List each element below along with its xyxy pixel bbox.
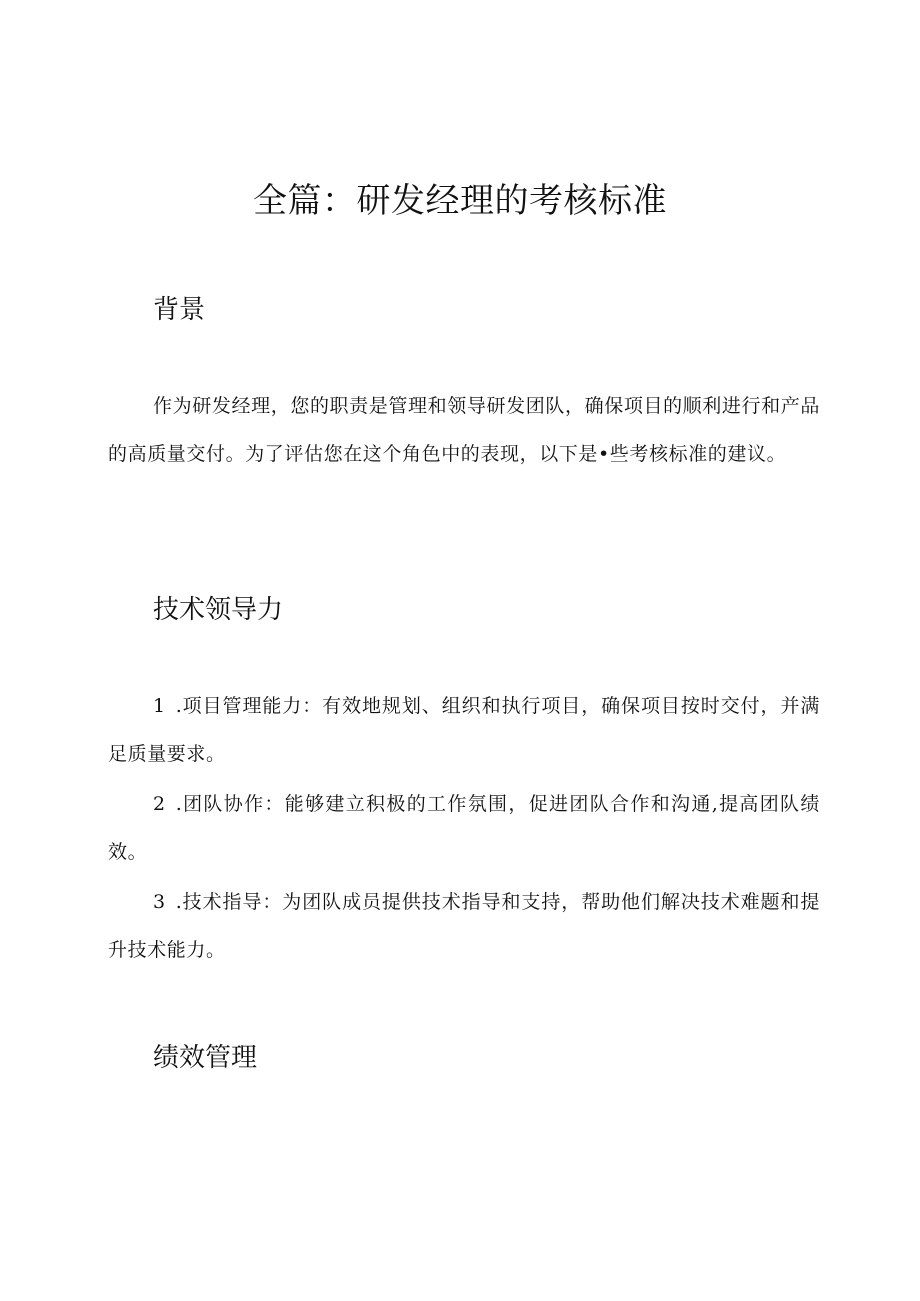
section-heading-background: 背景 xyxy=(153,295,206,325)
list-item xyxy=(108,878,820,974)
section-heading-tech-leadership: 技术领导力 xyxy=(153,595,284,625)
list-item xyxy=(108,780,820,876)
list-item xyxy=(108,682,820,778)
list-item-text: .技术指导：为团队成员提供技术指导和支持，帮助他们解决技术难题和提升技术能力。 xyxy=(108,891,820,961)
list-item-number: 3 xyxy=(153,891,166,913)
list-item-number: 1 xyxy=(153,695,166,717)
section-heading-performance-management: 绩效管理 xyxy=(153,1043,258,1073)
background-paragraph: 作为研发经理，您的职责是管理和领导研发团队，确保项目的顺利进行和产品的高质量交付。为了评估您在这个角色中的表现，以下是•些考核标准的建议。 xyxy=(108,395,820,465)
list-item-text: .团队协作：能够建立积极的工作氛围，促进团队合作和沟通,提高团队绩效。 xyxy=(108,793,820,863)
list-item-number: 2 xyxy=(153,793,166,815)
document-title: 全篇：研发经理的考核标准 xyxy=(253,181,667,221)
list-item-text: .项目管理能力：有效地规划、组织和执行项目，确保项目按时交付，并满足质量要求。 xyxy=(108,695,820,765)
